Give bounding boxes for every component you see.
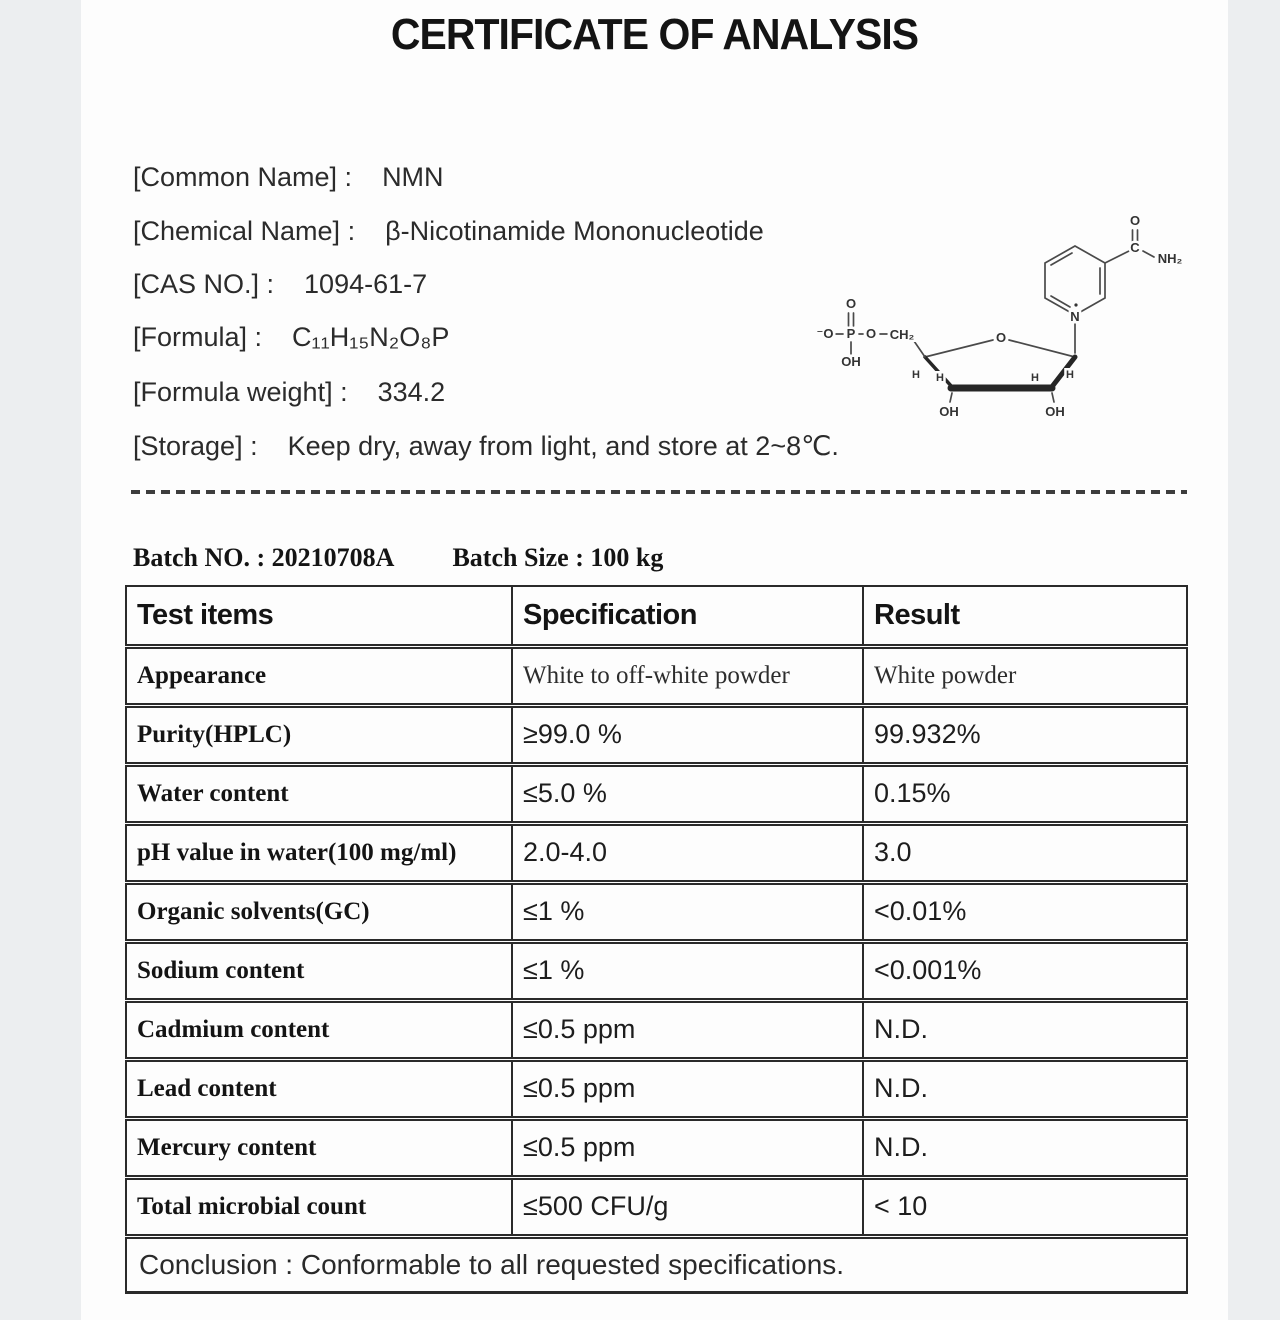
- atom-label-o-double: O: [845, 296, 857, 311]
- table-row: [126, 1177, 1187, 1236]
- table-row: [126, 1118, 1187, 1177]
- atom-label-oh-phosphate: OH: [841, 354, 861, 369]
- batch-info-line: [133, 543, 663, 573]
- test-item-cell: Sodium content: [126, 941, 512, 1000]
- batch-size: Batch Size : 100 kg: [452, 543, 664, 572]
- specification-cell: ≥99.0 %: [512, 705, 863, 764]
- test-item-cell: pH value in water(100 mg/ml): [126, 823, 512, 882]
- test-item-cell: Total microbial count: [126, 1177, 512, 1236]
- page-title: CERTIFICATE OF ANALYSIS: [390, 10, 919, 59]
- analysis-table: [125, 585, 1188, 1294]
- info-label: [Storage] :: [133, 431, 258, 461]
- result-cell: N.D.: [863, 1059, 1187, 1118]
- info-value: β-Nicotinamide Mononucleotide: [385, 216, 764, 246]
- info-row-cas-no: [133, 269, 427, 300]
- atom-label-h: H: [1066, 369, 1074, 381]
- atom-label-o-minus: ⁻O: [816, 326, 834, 341]
- info-row-chemical-name: [133, 216, 764, 247]
- info-value: NMN: [382, 162, 444, 192]
- specification-cell: ≤0.5 ppm: [512, 1118, 863, 1177]
- specification-cell: ≤5.0 %: [512, 764, 863, 823]
- info-label: [CAS NO.] :: [133, 269, 275, 299]
- atom-label-h: H: [936, 372, 944, 384]
- test-item-cell: Organic solvents(GC): [126, 882, 512, 941]
- atom-label-nh2: NH₂: [1157, 251, 1183, 266]
- result-cell: 0.15%: [863, 764, 1187, 823]
- document-page: [81, 0, 1228, 1320]
- atom-label-o-ester: O: [865, 326, 877, 341]
- info-label: [Formula weight] :: [133, 377, 348, 407]
- table-row: [126, 1059, 1187, 1118]
- atom-label-oh-c2: OH: [1045, 404, 1065, 419]
- specification-cell: ≤0.5 ppm: [512, 1000, 863, 1059]
- info-label: [Chemical Name] :: [133, 216, 356, 246]
- header-test-items: Test items: [126, 586, 512, 646]
- result-cell: <0.01%: [863, 882, 1187, 941]
- info-row-formula-weight: [133, 377, 445, 408]
- specification-cell: ≤1 %: [512, 882, 863, 941]
- atom-label-c-amide: C: [1130, 240, 1140, 255]
- specification-cell: ≤0.5 ppm: [512, 1059, 863, 1118]
- atom-label-o-amide: O: [1129, 213, 1141, 228]
- test-item-cell: Water content: [126, 764, 512, 823]
- table-row: [126, 1000, 1187, 1059]
- header-result: Result: [863, 586, 1187, 646]
- table-row: [126, 764, 1187, 823]
- test-item-cell: Cadmium content: [126, 1000, 512, 1059]
- info-value: 1094-61-7: [304, 269, 428, 299]
- result-cell: N.D.: [863, 1000, 1187, 1059]
- specification-cell: ≤500 CFU/g: [512, 1177, 863, 1236]
- info-row-storage: [133, 431, 839, 462]
- info-row-common-name: [133, 162, 444, 193]
- test-item-cell: Mercury content: [126, 1118, 512, 1177]
- atom-label-ch2: CH₂: [889, 327, 915, 342]
- conclusion-cell: Conclusion : Conformable to all requested specifications.: [126, 1236, 1187, 1292]
- table-row: [126, 941, 1187, 1000]
- info-label: [Common Name] :: [133, 162, 353, 192]
- table-row: [126, 823, 1187, 882]
- info-value: Keep dry, away from light, and store at 2~8℃.: [287, 431, 839, 461]
- info-value: 334.2: [377, 377, 446, 407]
- specification-cell: 2.0-4.0: [512, 823, 863, 882]
- result-cell: < 10: [863, 1177, 1187, 1236]
- table-header-row: [126, 586, 1187, 646]
- atom-label-h: H: [912, 369, 920, 381]
- table-row: [126, 882, 1187, 941]
- info-label: [Formula] :: [133, 322, 263, 352]
- atom-label-oh-c3: OH: [939, 404, 959, 419]
- result-cell: 99.932%: [863, 705, 1187, 764]
- conclusion-row: [126, 1236, 1187, 1292]
- test-item-cell: Purity(HPLC): [126, 705, 512, 764]
- result-cell: White powder: [863, 646, 1187, 705]
- info-row-formula: [133, 322, 449, 353]
- info-value: C₁₁H₁₅N₂O₈P: [292, 322, 450, 352]
- result-cell: N.D.: [863, 1118, 1187, 1177]
- table-row: [126, 705, 1187, 764]
- atom-label-p: P: [846, 326, 856, 341]
- test-item-cell: Lead content: [126, 1059, 512, 1118]
- table-row: [126, 646, 1187, 705]
- dashed-divider: [131, 490, 1187, 494]
- specification-cell: ≤1 %: [512, 941, 863, 1000]
- molecule-svg: [813, 210, 1198, 435]
- atom-label-o-ring: O: [995, 330, 1007, 345]
- atom-label-h: H: [1031, 372, 1039, 384]
- chemical-structure-diagram: [813, 210, 1198, 435]
- specification-cell: White to off-white powder: [512, 646, 863, 705]
- test-item-cell: Appearance: [126, 646, 512, 705]
- batch-number: Batch NO. : 20210708A: [133, 543, 395, 572]
- result-cell: <0.001%: [863, 941, 1187, 1000]
- header-specification: Specification: [512, 586, 863, 646]
- result-cell: 3.0: [863, 823, 1187, 882]
- atom-label-n-ring: N: [1070, 309, 1080, 324]
